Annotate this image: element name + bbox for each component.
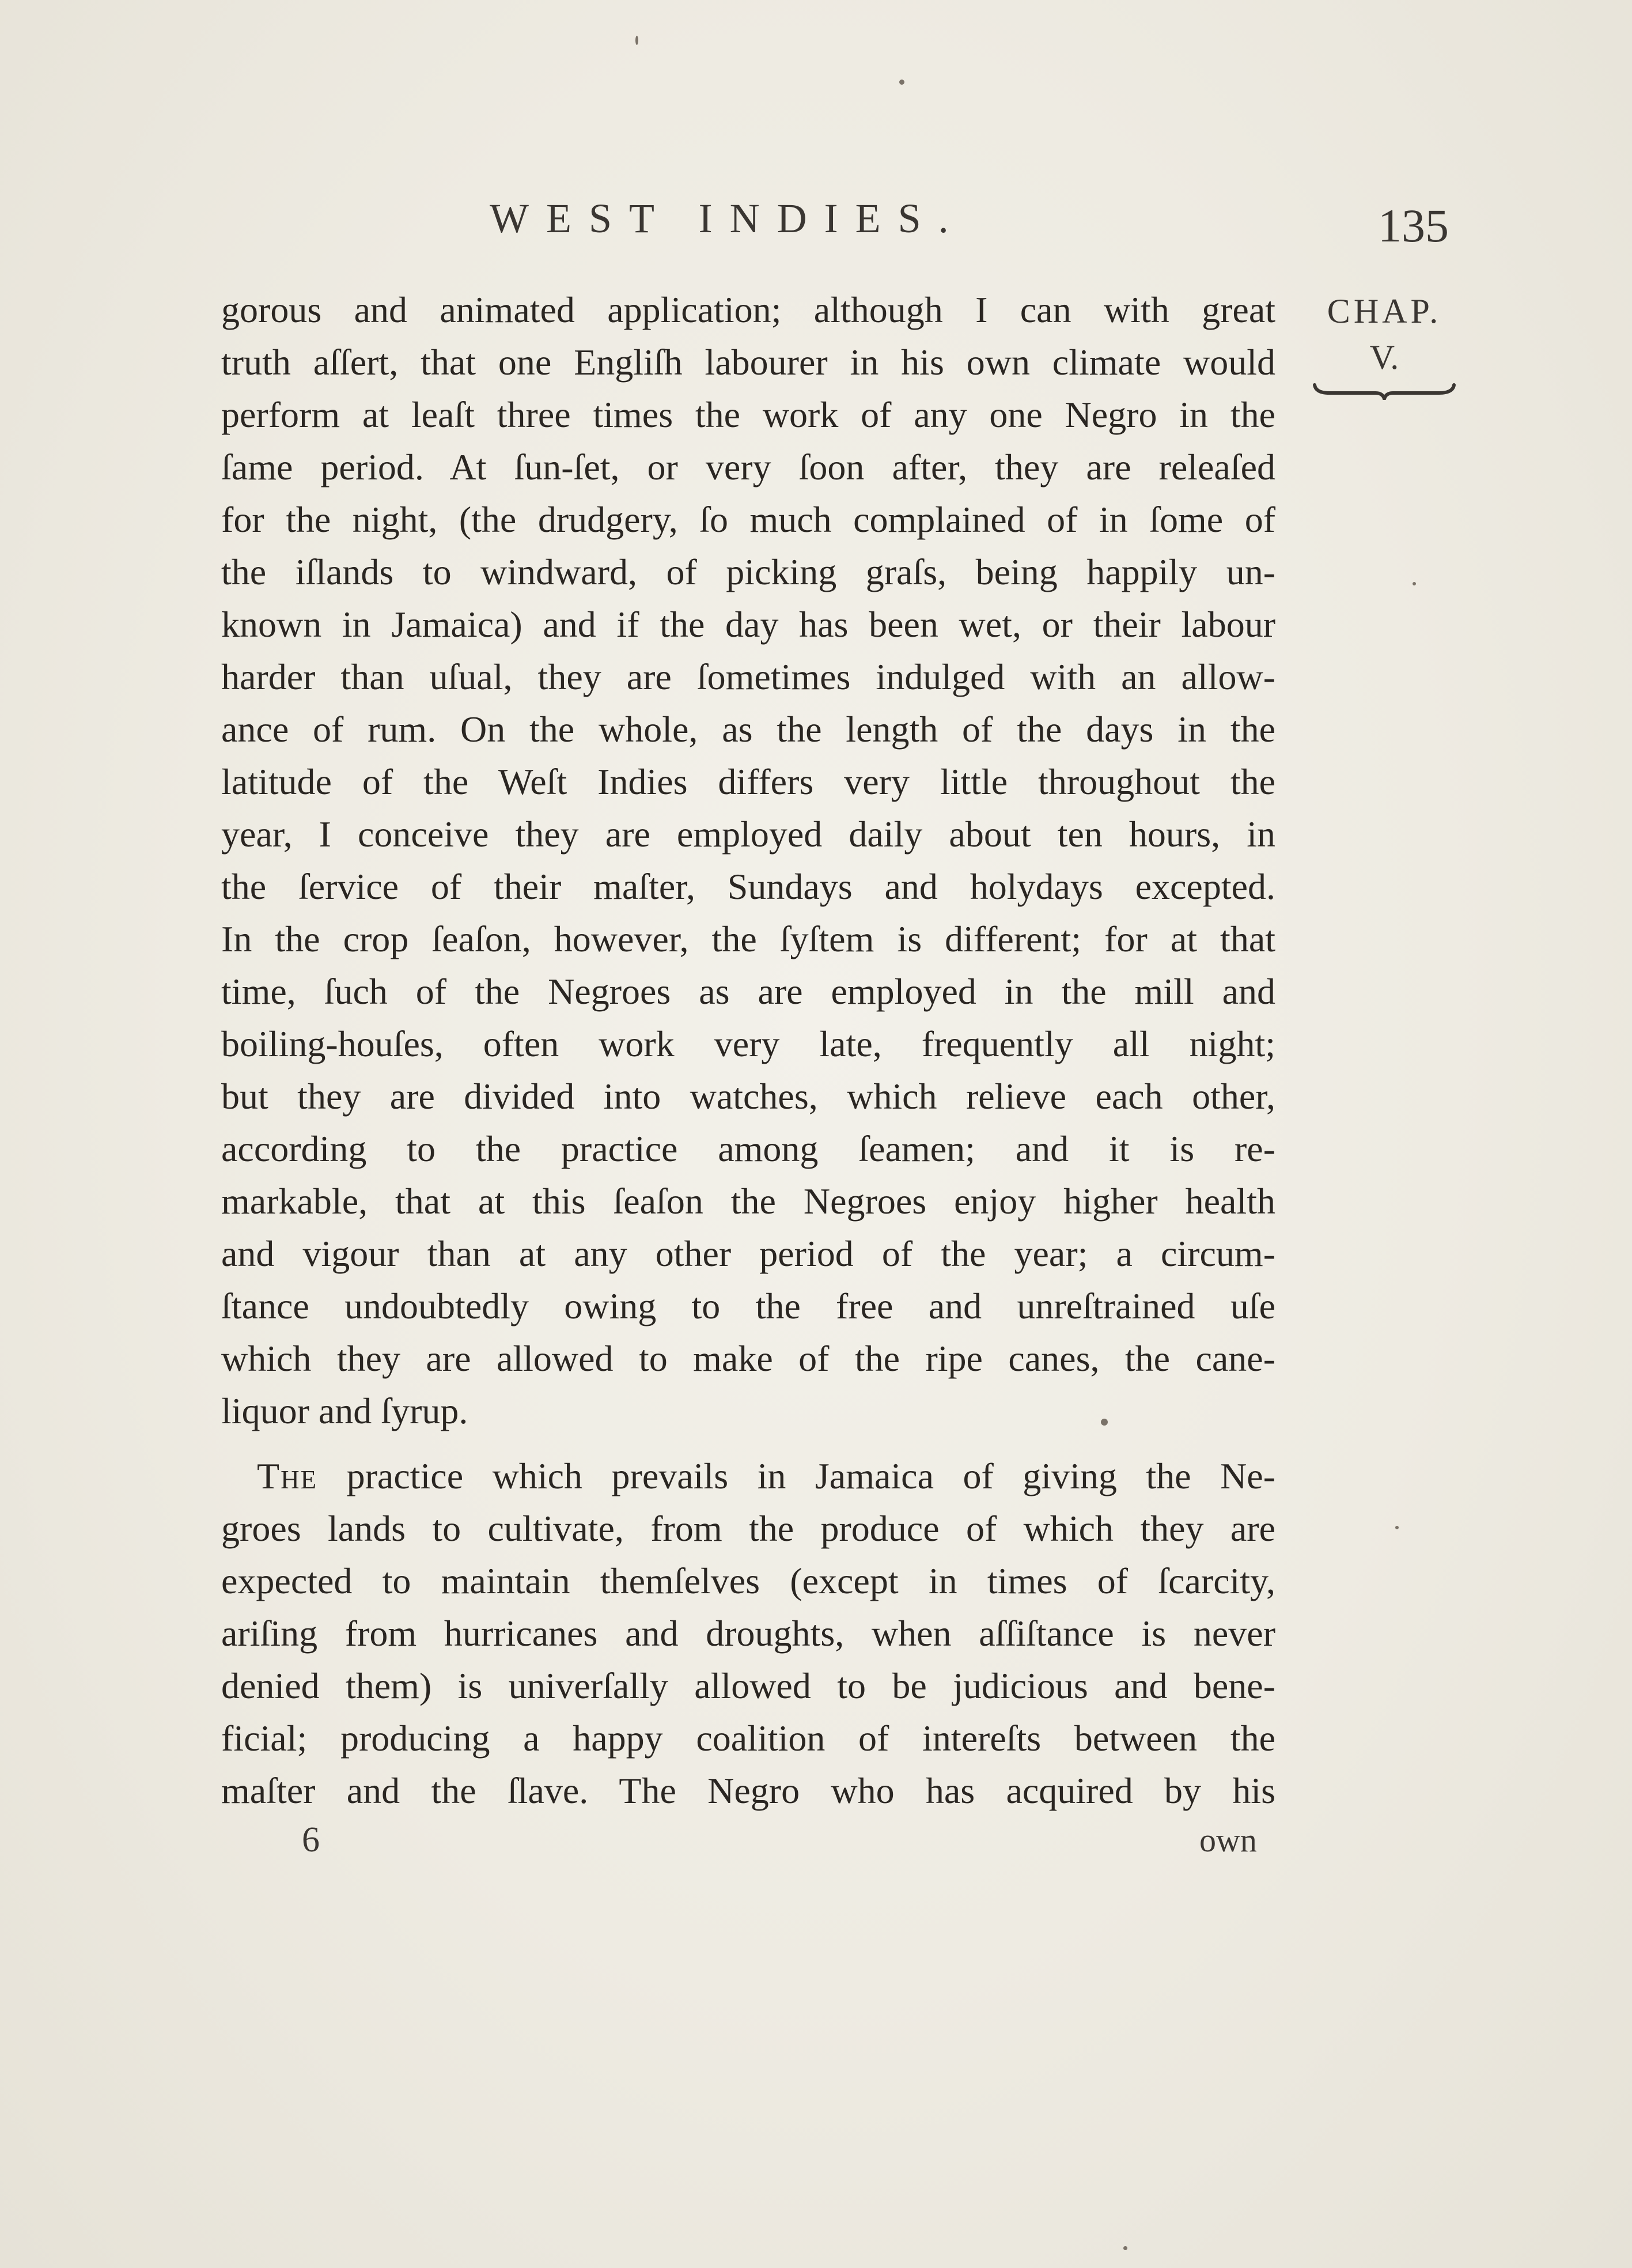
text-line: the iſlands to windward, of picking graſs, being happily un- [221, 551, 1275, 592]
paper-speck [1123, 2246, 1127, 2250]
body-text [221, 284, 1275, 1817]
text-line: boiling-houſes, often work very late, frequently all night; [221, 1023, 1275, 1064]
paragraph-1 [221, 284, 1275, 1437]
margin-note-chapter-number: V. [1369, 338, 1399, 376]
catchword: own [1199, 1821, 1257, 1859]
text-line: denied them) is univerſally allowed to be judicious and bene- [221, 1665, 1275, 1706]
running-head: WEST INDIES. [490, 195, 966, 241]
text-line: which they are allowed to make of the ripe canes, the cane- [221, 1338, 1275, 1379]
text-line: for the night, (the drudgery, ſo much complained of in ſome of [221, 499, 1275, 540]
text-line: time, ſuch of the Negroes as are employed in the mill and [221, 971, 1275, 1012]
paper-speck [899, 80, 904, 85]
text-line: perform at leaſt three times the work of any one Negro in the [221, 394, 1275, 435]
lead-in-small-caps: The [257, 1456, 318, 1496]
text-line: ance of rum. On the whole, as the length of the days in the [221, 709, 1275, 750]
text-line: the ſervice of their maſter, Sundays and holydays excepted. [221, 866, 1275, 907]
text-line: liquor and ſyrup. [221, 1390, 468, 1431]
margin-note [1307, 288, 1462, 400]
text-line: maſter and the ſlave. The Negro who has acquired by his [221, 1770, 1275, 1811]
text-line: and vigour than at any other period of the year; a circum- [221, 1233, 1275, 1274]
paper-speck [1413, 582, 1416, 585]
paper-speck [635, 36, 638, 45]
text-line: according to the practice among ſeamen; and it is re- [221, 1128, 1275, 1169]
paper-speck [1101, 1419, 1108, 1426]
text-line: gorous and animated application; although I can with great [221, 289, 1275, 330]
paper-speck [1395, 1526, 1399, 1529]
first-line-rest: practice which prevails in Jamaica of giving the Ne- [317, 1456, 1275, 1496]
signature-mark: 6 [302, 1820, 320, 1859]
paragraph-2 [221, 1450, 1275, 1817]
paragraph-spacer [221, 1437, 1275, 1450]
text-line: year, I conceive they are employed daily about ten hours, in [221, 814, 1275, 855]
text-line: In the crop ſeaſon, however, the ſyſtem is different; for at that [221, 918, 1275, 959]
text-line-first [221, 1450, 1275, 1502]
text-line: harder than uſual, they are ſometimes indulged with an allow- [221, 656, 1275, 697]
text-line: markable, that at this ſeaſon the Negroes enjoy higher health [221, 1181, 1275, 1222]
text-line: ſame period. At ſun-ſet, or very ſoon after, they are releaſed [221, 447, 1275, 487]
text-line: ariſing from hurricanes and droughts, when aſſiſtance is never [221, 1613, 1275, 1654]
brace-ornament-icon [1312, 383, 1456, 400]
text-line: truth aſſert, that one Engliſh labourer in his own climate would [221, 342, 1275, 383]
text-line: expected to maintain themſelves (except in times of ſcarcity, [221, 1560, 1275, 1601]
text-line: ficial; producing a happy coalition of intereſts between the [221, 1718, 1275, 1759]
margin-note-chap: CHAP. [1327, 292, 1442, 330]
text-line: latitude of the Weſt Indies differs very little throughout the [221, 761, 1275, 802]
page-number: 135 [1378, 199, 1449, 252]
text-line: groes lands to cultivate, from the produce of which they are [221, 1508, 1275, 1549]
text-line: but they are divided into watches, which relieve each other, [221, 1076, 1275, 1117]
text-line: known in Jamaica) and if the day has been wet, or their labour [221, 604, 1275, 645]
text-line: ſtance undoubtedly owing to the free and unreſtrained uſe [221, 1286, 1275, 1326]
